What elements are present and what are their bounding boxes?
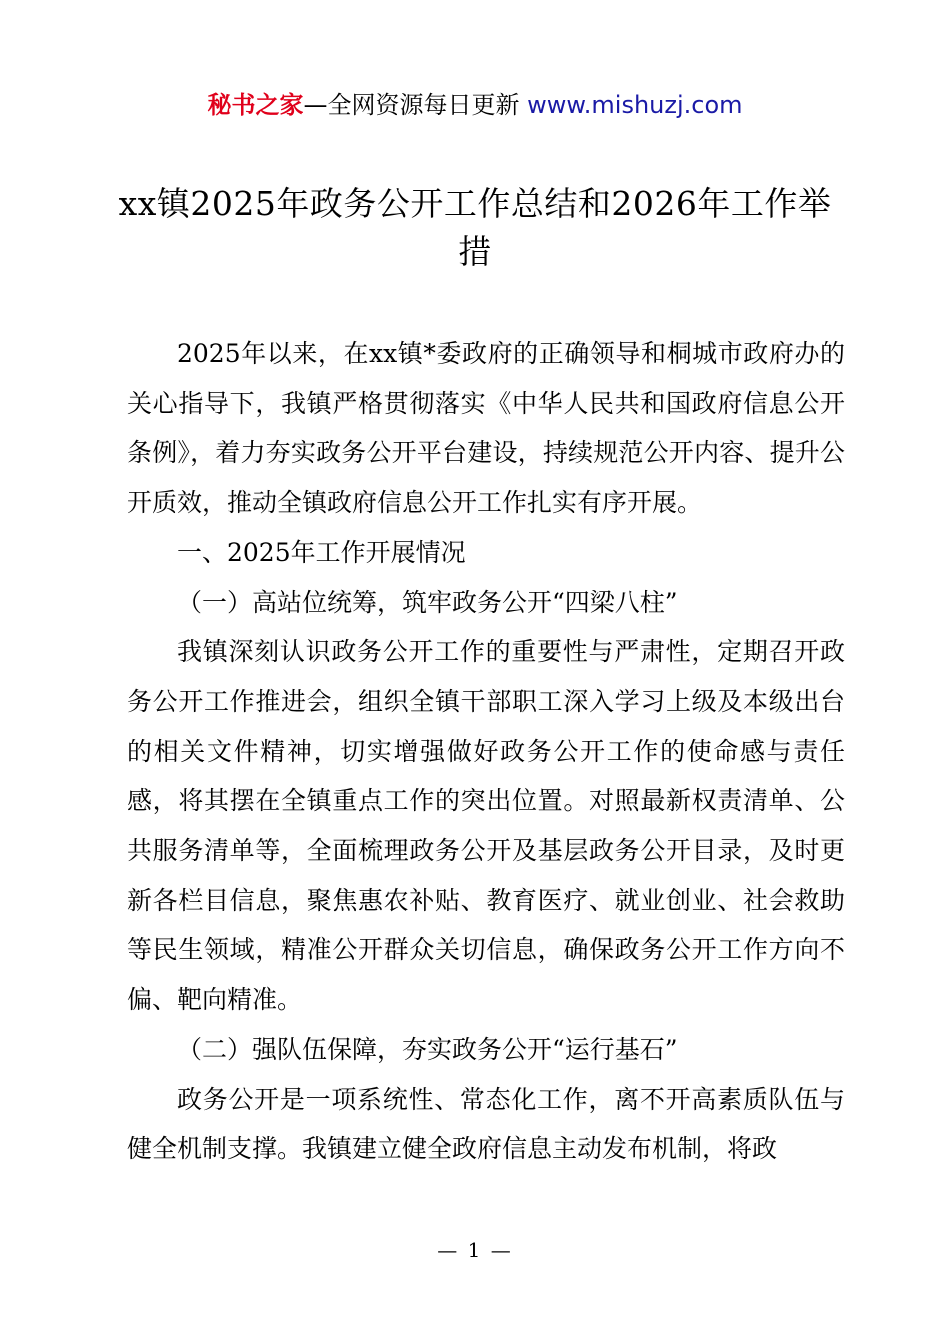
document-body bbox=[127, 329, 845, 1174]
subsection-heading-2: （二）强队伍保障，夯实政务公开“运行基石” bbox=[177, 1034, 678, 1064]
site-banner bbox=[0, 88, 950, 122]
document-title: xx镇2025年政务公开工作总结和2026年工作举措 bbox=[118, 184, 832, 271]
paragraph-subsection-2: 政务公开是一项系统性、常态化工作，离不开高素质队伍与健全机制支撑。我镇建立健全政府信息主动发布机制，将政 bbox=[127, 1084, 845, 1164]
paragraph-intro: 2025年以来，在xx镇*委政府的正确领导和桐城市政府办的关心指导下，我镇严格贯彻落实《中华人民共和国政府信息公开条例》，着力夯实政务公开平台建设，持续规范公开内容、提升公开质效，推动全镇政府信息公开工作扎实有序开展。 bbox=[127, 339, 845, 518]
site-url-link[interactable]: www.mishuzj.com bbox=[527, 91, 743, 119]
subsection-heading-1: （一）高站位统筹，筑牢政务公开“四梁八柱” bbox=[177, 587, 678, 617]
brand-name: 秘书之家 bbox=[207, 91, 304, 119]
section-heading-1: 一、2025年工作开展情况 bbox=[177, 537, 466, 567]
page-number: — 1 — bbox=[437, 1238, 513, 1262]
paragraph-subsection-1: 我镇深刻认识政务公开工作的重要性与严肃性，定期召开政务公开工作推进会，组织全镇干部职工深入学习上级及本级出台的相关文件精神，切实增强做好政务公开工作的使命感与责任感，将其摆在全镇重点工作的突出位置。对照最新权责清单、公共服务清单等，全面梳理政务公开及基层政务公开目录，及时更新各栏目信息，聚焦惠农补贴、教育医疗、就业创业、社会救助等民生领域，精准公开群众关切信息，确保政务公开工作方向不偏、靶向精准。 bbox=[127, 637, 845, 1015]
brand-slogan: —全网资源每日更新 bbox=[303, 91, 528, 119]
